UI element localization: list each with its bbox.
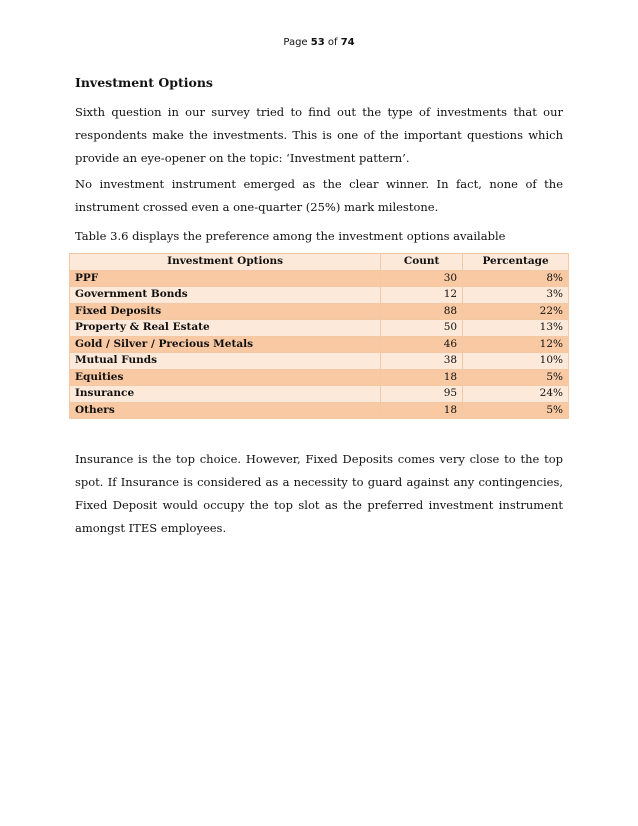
option-cell: Government Bonds — [70, 287, 381, 304]
count-cell: 30 — [381, 270, 463, 287]
paragraph-no-winner: No investment instrument emerged as the clear winner. In fact, none of the instrument crossed even a one-quarter (25%) mark milestone. — [75, 177, 563, 214]
table-row — [70, 353, 569, 370]
percentage-cell: 12% — [463, 336, 569, 353]
option-cell: Insurance — [70, 386, 381, 403]
count-cell: 95 — [381, 386, 463, 403]
option-cell: Fixed Deposits — [70, 303, 381, 320]
table-row — [70, 270, 569, 287]
page-total: 74 — [340, 37, 355, 48]
option-cell: Others — [70, 402, 381, 419]
table-row — [70, 287, 569, 304]
option-cell: Equities — [70, 369, 381, 386]
option-cell: PPF — [70, 270, 381, 287]
section-title: Investment Options — [75, 75, 213, 90]
option-cell: Property & Real Estate — [70, 320, 381, 337]
paragraph-table-caption: Table 3.6 displays the preference among the investment options available — [75, 229, 506, 243]
count-cell: 18 — [381, 402, 463, 419]
count-cell: 38 — [381, 353, 463, 370]
page-prefix: Page — [283, 37, 308, 48]
investment-options-table — [69, 253, 569, 419]
percentage-cell: 5% — [463, 402, 569, 419]
option-cell: Mutual Funds — [70, 353, 381, 370]
percentage-cell: 24% — [463, 386, 569, 403]
page-number — [0, 37, 638, 48]
percentage-cell: 5% — [463, 369, 569, 386]
table-row — [70, 336, 569, 353]
count-cell: 18 — [381, 369, 463, 386]
header-percentage: Percentage — [463, 254, 569, 271]
percentage-cell: 3% — [463, 287, 569, 304]
table-row — [70, 369, 569, 386]
page-of: of — [327, 37, 338, 48]
percentage-cell: 8% — [463, 270, 569, 287]
option-cell: Gold / Silver / Precious Metals — [70, 336, 381, 353]
count-cell: 50 — [381, 320, 463, 337]
table-row — [70, 386, 569, 403]
percentage-cell: 22% — [463, 303, 569, 320]
paragraph-conclusion: Insurance is the top choice. However, Fixed Deposits comes very close to the top spot. If Insurance is considered as a necessity to guard against any contingencies, Fixed Deposit would occupy the top slot as the preferred investment instrument amongst ITES employees. — [75, 452, 563, 535]
table-row — [70, 303, 569, 320]
count-cell: 88 — [381, 303, 463, 320]
header-investment-options: Investment Options — [70, 254, 381, 271]
table-row — [70, 320, 569, 337]
table-header-row — [70, 254, 569, 271]
table-row — [70, 402, 569, 419]
page-current: 53 — [310, 37, 325, 48]
count-cell: 12 — [381, 287, 463, 304]
percentage-cell: 13% — [463, 320, 569, 337]
paragraph-intro: Sixth question in our survey tried to find out the type of investments that our respondents make the investments. This is one of the important questions which provide an eye-opener on the topic: ‘Investment pattern’. — [75, 105, 563, 165]
percentage-cell: 10% — [463, 353, 569, 370]
header-count: Count — [381, 254, 463, 271]
count-cell: 46 — [381, 336, 463, 353]
